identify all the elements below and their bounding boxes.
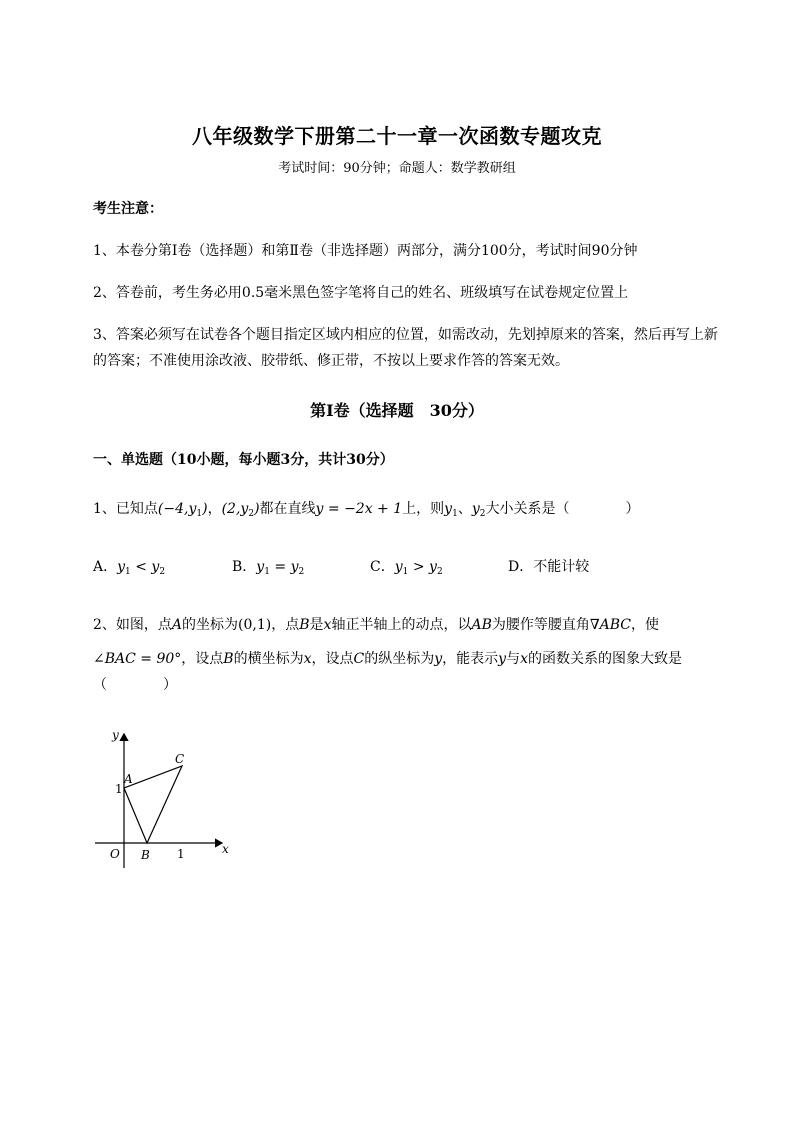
exam-info: 考试时间：90分钟；命题人：数学教研组 [278,161,516,176]
triangle-abc [124,766,182,843]
part-1-title: 第I卷（选择题 30分） [310,401,484,420]
tick-label-x-1: 1 [177,847,185,861]
question-2-line-2: ∠BAC = 90°，设点B的横坐标为x，设点C的纵坐标为y，能表示y与x的函数关系的图象大致是 [93,651,682,667]
option-d[interactable]: D．不能计较 [508,559,590,575]
tick-label-y-1: 1 [115,782,123,796]
notice-item-1: 1、本卷分第I卷（选择题）和第Ⅱ卷（非选择题）两部分，满分100分，考试时间90分钟 [93,243,638,259]
option-b[interactable]: B．$y_1 = y_2$ [232,559,305,577]
answer-bracket: （ ） [93,677,177,693]
point-a-label: A [124,772,133,786]
axis-label-y: y [112,728,119,742]
coordinate-figure [90,722,250,872]
notice-item-3-cont: 的答案；不准使用涂改液、胶带纸、修正带，不按以上要求作答的答案无效。 [93,353,569,369]
notice-item-3: 3、答案必须写在试卷各个题目指定区域内相应的位置，如需改动，先划掉原来的答案，然后再写上新 [93,327,718,343]
question-number: 1、 [93,501,116,517]
point-c-label: C [175,752,185,766]
origin-label: O [110,847,120,861]
notice-heading: 考生注意： [93,201,163,217]
axis-label-x: x [222,842,229,856]
question-2: 2、如图，点A的坐标为(0,1)，点B是x轴正半轴上的动点，以AB为腰作等腰直角∇ABC，使 [93,617,660,633]
point-1: $(-4,y_1)$ [157,501,208,519]
point-2: $(2,y_2)$ [221,501,260,519]
notice-item-2: 2、答卷前，考生务必用0.5毫米黑色签字笔将自己的姓名、班级填写在试卷规定位置上 [93,285,629,301]
line-equation: y = −2x + 1 [315,501,403,517]
question-number: 2、 [93,617,116,633]
page-title: 八年级数学下册第二十一章一次函数专题攻克 [192,124,602,148]
question-group-title: 一、单选题（10小题，每小题3分，共计30分） [93,452,394,468]
option-a[interactable]: A．$y_1 < y_2$ [93,559,166,577]
point-b-label: B [141,848,150,862]
option-c[interactable]: C．$y_1 > y_2$ [370,559,443,577]
question-1: 1、已知点$(-4,y_1)$，$(2,y_2)$都在直线y = −2x + 1上，则$y_1$、$y_2$大小关系是（ ） [93,501,640,519]
